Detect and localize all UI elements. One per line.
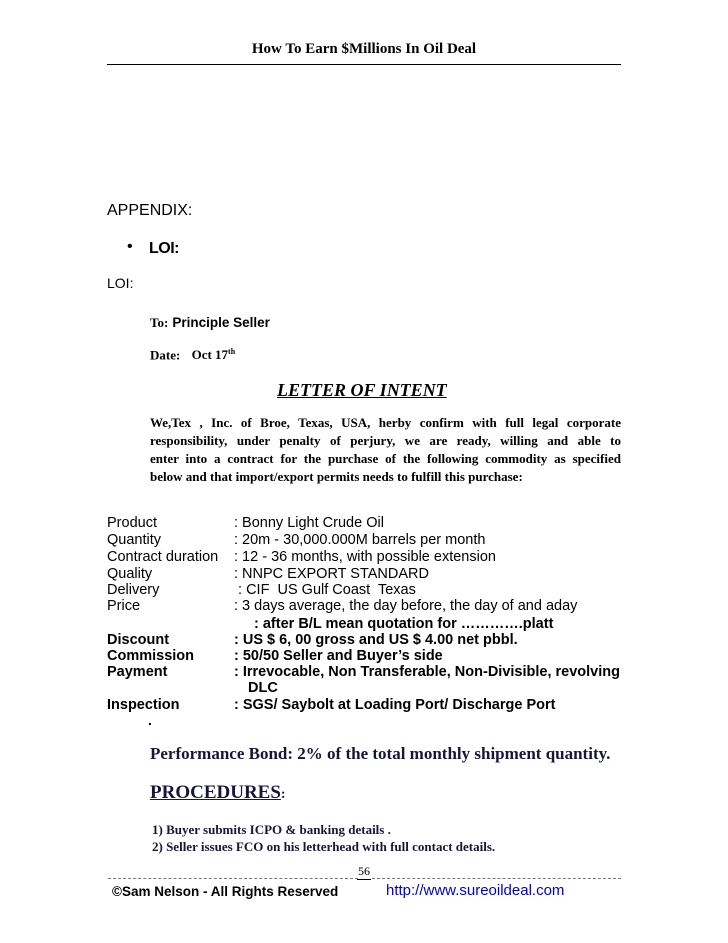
spec-value-inspection: : SGS/ Saybolt at Loading Port/ Discharge Port — [234, 697, 556, 713]
bullet-loi-label: LOI: — [149, 240, 179, 257]
letter-body-line: below and that import/export permits needs to fulfill this purchase: — [150, 469, 523, 484]
footer-rule-right — [372, 878, 621, 879]
spec-value-product: : Bonny Light Crude Oil — [234, 515, 384, 531]
spec-label-quantity: Quantity — [107, 532, 161, 548]
performance-bond: Performance Bond: 2% of the total monthly shipment quantity. — [150, 744, 611, 763]
page-number: 56 — [358, 864, 370, 878]
procedures-heading: PROCEDURES — [150, 782, 281, 803]
to-label: To: — [150, 315, 169, 330]
to-line — [150, 314, 270, 332]
spec-label-product: Product — [107, 515, 157, 531]
spec-label-price: Price — [107, 598, 141, 614]
page-header-title: How To Earn $Millions In Oil Deal — [251, 41, 477, 57]
letter-body-line: enter into a contract for the purchase of the following commodity as specified — [150, 451, 621, 466]
letter-body-line: responsibility, under penalty of perjury, we are ready, willing and able to — [150, 433, 621, 448]
procedures-colon: : — [280, 787, 286, 802]
spec-value-payment: : Irrevocable, Non Transferable, Non-Divisible, revolving — [234, 664, 620, 680]
spec-label-delivery: Delivery — [107, 582, 160, 598]
spec-label-contract-duration: Contract duration — [107, 549, 219, 565]
footer-rule-left — [108, 878, 358, 879]
spec-value-price-continued: : after B/L mean quotation for ………….platt — [254, 616, 554, 632]
spec-value-quantity: : 20m - 30,000.000M barrels per month — [234, 532, 486, 548]
header-rule — [107, 64, 621, 65]
date-suffix: th — [228, 347, 236, 356]
spec-label-discount: Discount — [107, 632, 170, 648]
spec-value-contract-duration: : 12 - 36 months, with possible extension — [234, 549, 496, 565]
date-line — [150, 347, 235, 363]
spec-value-payment-continued: DLC — [248, 680, 278, 696]
loi-subheading: LOI: — [107, 275, 134, 291]
bullet-icon: • — [127, 238, 133, 255]
letter-body — [150, 414, 621, 486]
spec-value-commission: : 50/50 Seller and Buyer’s side — [234, 648, 443, 664]
spec-label-payment: Payment — [107, 664, 168, 680]
spec-value-delivery: : CIF US Gulf Coast Texas — [234, 582, 416, 598]
footer-copyright: ©Sam Nelson - All Rights Reserved — [112, 884, 339, 899]
date-label: Date: — [150, 347, 181, 363]
footer-url-link[interactable]: http://www.sureoildeal.com — [386, 882, 565, 899]
spec-label-quality: Quality — [107, 566, 153, 582]
spec-label-commission: Commission — [107, 648, 195, 664]
letter-title: LETTER OF INTENT — [277, 380, 447, 400]
spec-value-discount: : US $ 6, 00 gross and US $ 4.00 net pbbl. — [234, 632, 518, 648]
to-value: Principle Seller — [172, 315, 270, 330]
spec-label-inspection: Inspection — [107, 697, 180, 713]
letter-body-line: We,Tex , Inc. of Broe, Texas, USA, herby confirm with full legal corporate — [150, 415, 621, 430]
appendix-heading: APPENDIX: — [107, 202, 193, 219]
spec-value-price: : 3 days average, the day before, the day of and aday — [234, 598, 578, 614]
date-value: Oct 17 — [191, 347, 229, 363]
stray-dot: . — [148, 712, 152, 728]
procedures-heading-line — [150, 782, 286, 804]
procedure-step-1: 1) Buyer submits ICPO & banking details . — [152, 822, 391, 837]
procedure-step-2: 2) Seller issues FCO on his letterhead with full contact details. — [152, 839, 496, 854]
spec-value-quality: : NNPC EXPORT STANDARD — [234, 566, 429, 582]
